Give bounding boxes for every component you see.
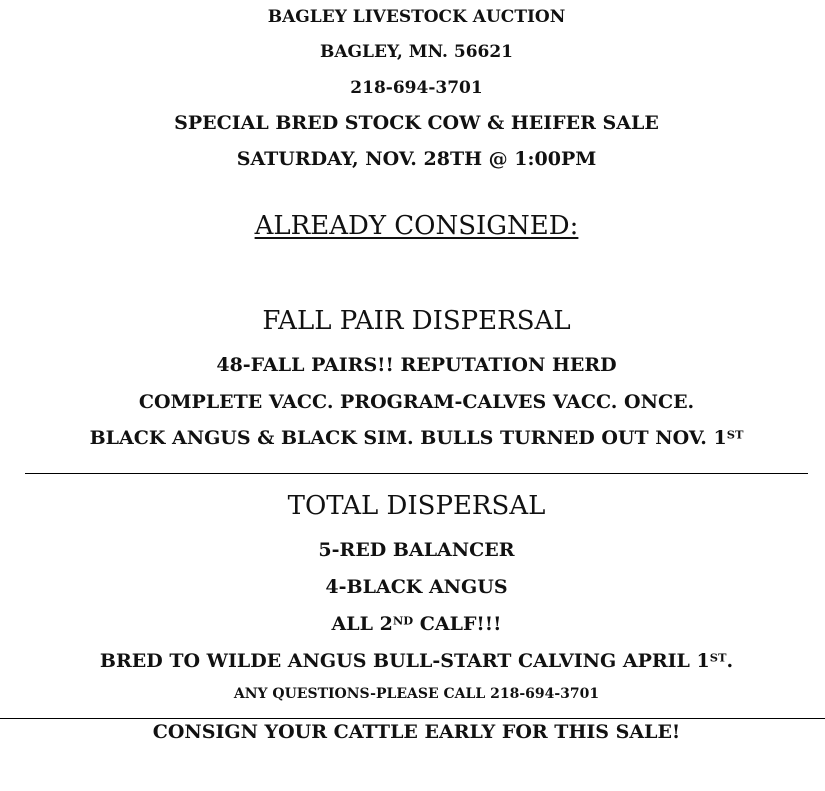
total-dispersal-line-4	[0, 650, 825, 672]
fall-pair-line-3-text: BLACK ANGUS & BLACK SIM. BULLS TURNED OUT NOV. 1	[89, 427, 727, 449]
fall-pair-line-3-suffix: ST	[726, 427, 744, 442]
total-dispersal-line-4-a: BRED TO WILDE ANGUS BULL-START CALVING APRIL 1	[99, 650, 710, 672]
fall-pair-title: FALL PAIR DISPERSAL	[262, 306, 571, 336]
fall-pair-line-3	[0, 427, 825, 449]
fall-pair-line-2: COMPLETE VACC. PROGRAM-CALVES VACC. ONCE.	[138, 391, 695, 413]
total-dispersal-line-3	[0, 613, 825, 635]
total-dispersal-title: TOTAL DISPERSAL	[287, 491, 546, 521]
auction-name: BAGLEY LIVESTOCK AUCTION	[267, 7, 566, 27]
total-dispersal-line-2: 4-BLACK ANGUS	[325, 576, 508, 598]
total-dispersal-line-1: 5-RED BALANCER	[318, 539, 515, 561]
auction-location: BAGLEY, MN. 56621	[319, 42, 514, 62]
total-dispersal-line-4-suffix: ST	[709, 650, 727, 665]
total-dispersal-line-3-b: CALF!!!	[413, 613, 502, 635]
questions-line: ANY QUESTIONS-PLEASE CALL 218-694-3701	[233, 686, 600, 702]
sale-name: SPECIAL BRED STOCK COW & HEIFER SALE	[174, 112, 659, 134]
section-divider	[25, 473, 808, 474]
footer-divider	[0, 718, 825, 719]
consign-call-to-action: CONSIGN YOUR CATTLE EARLY FOR THIS SALE!	[152, 721, 681, 743]
total-dispersal-line-3-suffix: ND	[392, 613, 414, 628]
consigned-heading	[0, 211, 825, 241]
fall-pair-line-1: 48-FALL PAIRS!! REPUTATION HERD	[216, 354, 617, 376]
total-dispersal-line-4-b: .	[726, 650, 734, 672]
sale-date: SATURDAY, NOV. 28TH @ 1:00PM	[236, 148, 597, 170]
total-dispersal-line-3-a: ALL 2	[331, 613, 393, 635]
consigned-heading-text: ALREADY CONSIGNED:	[254, 211, 579, 241]
auction-phone: 218-694-3701	[350, 78, 483, 98]
